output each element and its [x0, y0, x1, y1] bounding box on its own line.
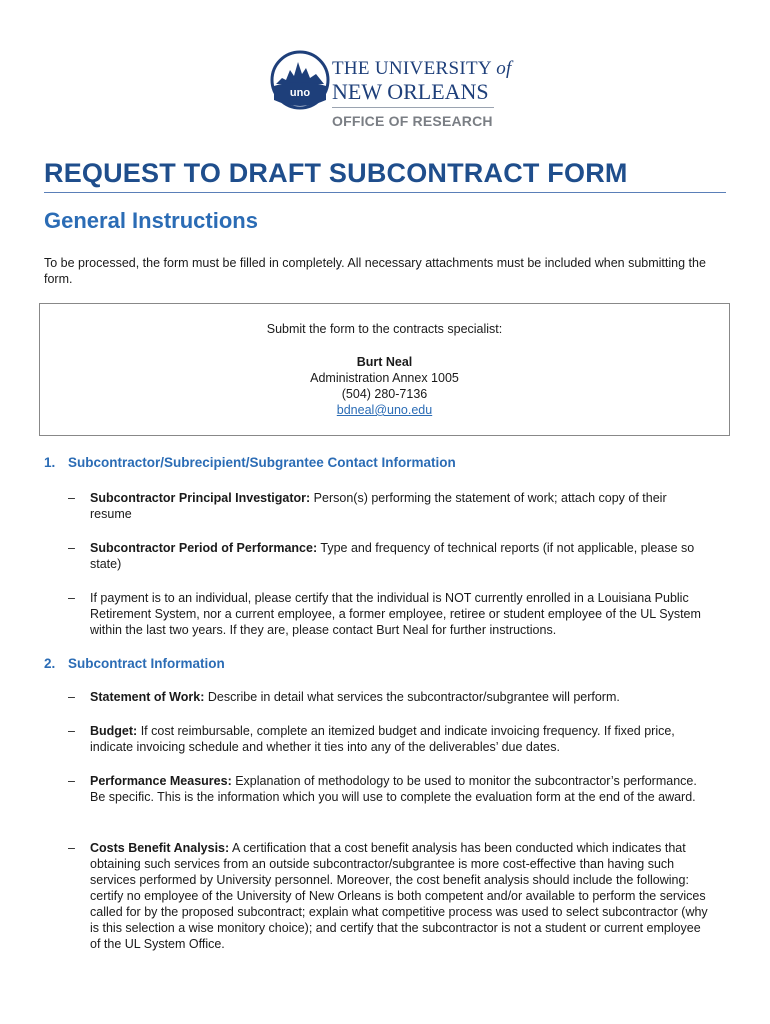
item-text: A certification that a cost benefit analysis has been conducted which indicates that obtaining such services from an outside subcontractor/subgrantee is more cost-effective than having such services performed by University personnel. Moreover, the cost benefit analysis should include the following: certify no employee of the University of New Orleans is both competent and/or available to perform the services called for by the proposed subcontract; explain what competitive process was used to select subcontractor (why is this selection a wise monitory choice); and certify that the subcontractor is not a student or current employee of the UL System Office.: [90, 841, 708, 951]
dash-bullet: –: [68, 541, 75, 555]
item-label: Performance Measures:: [90, 774, 232, 788]
general-instructions-heading: General Instructions: [44, 208, 258, 233]
section-title: Subcontract Information: [68, 656, 225, 671]
contact-name: Burt Neal: [356, 355, 413, 369]
intro-paragraph: To be processed, the form must be filled in completely. All necessary attachments must be included when submitting the form.: [44, 256, 706, 286]
contact-address: Administration Annex 1005: [310, 371, 459, 385]
title-divider: [44, 192, 726, 193]
item-text: Describe in detail what services the subcontractor/subgrantee will perform.: [207, 690, 620, 704]
dash-bullet: –: [68, 841, 75, 855]
section-number: 1.: [44, 455, 56, 470]
section-title: Subcontractor/Subrecipient/Subgrantee Contact Information: [68, 455, 456, 470]
section-number: 2.: [44, 656, 56, 671]
dash-bullet: –: [68, 491, 75, 505]
contact-phone: (504) 280-7136: [341, 387, 428, 401]
item-text: If cost reimbursable, complete an itemized budget and indicate invoicing frequency. If fixed price, indicate invoicing schedule and whether it ties into any of the deliverables’ due dates.: [90, 724, 675, 754]
emblem-text: uno: [289, 87, 311, 99]
dash-bullet: –: [68, 774, 75, 788]
section-2-heading: [44, 656, 225, 671]
contact-box: [39, 303, 730, 436]
university-name-line1: THE UNIVERSITY of: [332, 58, 512, 79]
item-text: Explanation of methodology to be used to monitor the subcontractor’s performance. Be specific. This is the information which you will use to complete the evaluation form at the end of the award.: [90, 774, 697, 804]
page-title: REQUEST TO DRAFT SUBCONTRACT FORM: [44, 158, 628, 188]
section-1-heading: [44, 455, 456, 470]
logo-divider: [332, 107, 494, 108]
item-text: If payment is to an individual, please certify that the individual is NOT currently enrolled in a Louisiana Public Retirement System, nor a current employee, a former employee, retiree or student employee of the UL System within the last two years. If they are, please contact Burt Neal for further instructions.: [90, 591, 701, 637]
item-label: Subcontractor Principal Investigator:: [90, 491, 311, 505]
university-name-line2: NEW ORLEANS: [332, 79, 489, 104]
office-name: OFFICE OF RESEARCH: [332, 113, 493, 129]
university-logo: [270, 50, 510, 132]
submit-instruction: Submit the form to the contracts specialist:: [266, 322, 503, 336]
dash-bullet: –: [68, 690, 75, 704]
item-text: Type and frequency of technical reports (if not applicable, please so state): [90, 541, 695, 571]
item-label: Budget:: [90, 724, 138, 738]
item-text: Person(s) performing the statement of work; attach copy of their resume: [90, 491, 667, 521]
item-label: Statement of Work:: [90, 690, 205, 704]
uno-emblem-icon: [270, 50, 330, 110]
item-label: Subcontractor Period of Performance:: [90, 541, 318, 555]
item-label: Costs Benefit Analysis:: [90, 841, 230, 855]
dash-bullet: –: [68, 591, 75, 605]
dash-bullet: –: [68, 724, 75, 738]
contact-email-link[interactable]: bdneal@uno.edu: [336, 403, 433, 417]
